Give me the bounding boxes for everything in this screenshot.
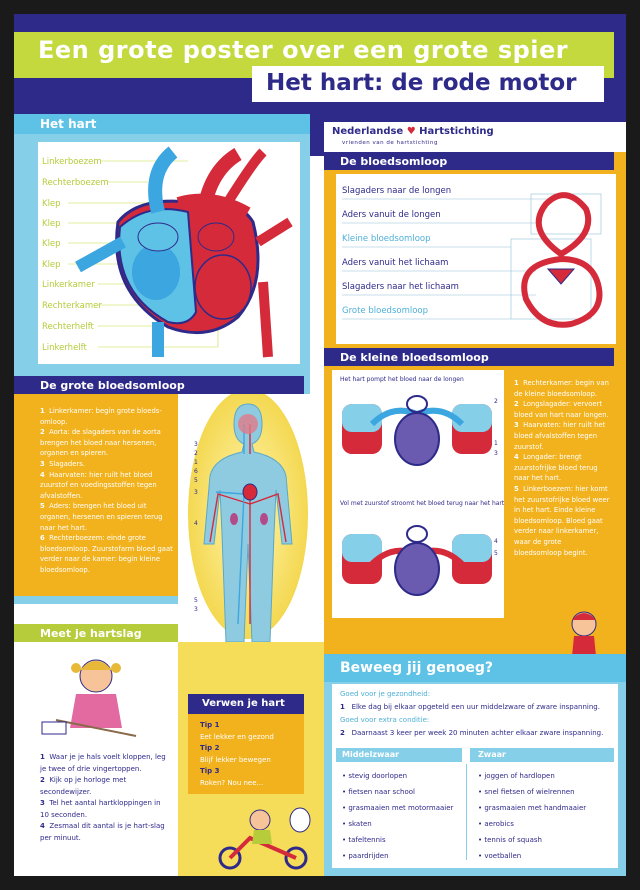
- list-item: 3 Haarvaten: hier ruilt het bloed afvalstoffen tegen zuurstof.: [514, 421, 606, 451]
- brand-name: Nederlandse ♥ Hartstichting: [332, 126, 494, 137]
- heart-logo-icon: ♥: [406, 126, 416, 137]
- list-item: 4 Longader: brengt zuurstofrijke bloed terug naar het hart.: [514, 453, 598, 483]
- heart-label: Rechterhelft: [42, 322, 94, 332]
- exercise-heading: Beweeg jij genoeg?: [340, 660, 493, 676]
- list-item: 1 Waar je je hals voelt kloppen, leg je twee of drie vingertoppen.: [40, 753, 166, 773]
- heavy-list: [478, 768, 586, 864]
- list-item: • grasmaaien met handmaaier: [478, 804, 587, 812]
- list-item: 2 Kijk op je horloge met secondewijzer.: [40, 776, 127, 796]
- list-item: 6 Rechterboezem: einde grote bloedsomloop. Zuurstofarm bloed gaat verder naar de kamer: begin kleine bloedsomloop.: [40, 534, 173, 574]
- list-item: 4 Zesmaal dit aantal is je hart-slag per minuut.: [40, 822, 165, 842]
- fig-number: 1: [494, 440, 498, 447]
- small-circ-heading: De kleine bloedsomloop: [340, 351, 489, 364]
- small-circ-caption: Het hart pompt het bloed naar de longen: [340, 376, 464, 383]
- list-item: 5 Linkerboezem: hier komt het zuurstofrijke bloed weer in het hart. Einde kleine bloedsomloop. Bloed gaat verder naar linkerkamer, waar de grote bloedsomloop begint.: [514, 484, 610, 557]
- tip-label: Tip 2: [200, 744, 220, 752]
- list-item: • stevig doorlopen: [342, 772, 408, 780]
- heart-label: Linkerboezem: [42, 157, 102, 167]
- poster: [14, 14, 626, 876]
- fig-number: 4: [494, 538, 498, 545]
- pulse-list: [40, 752, 170, 844]
- heart-label: Rechterkamer: [42, 301, 102, 311]
- circulation-diagram: [336, 174, 616, 344]
- circulation-heading: De bloedsomloop: [340, 155, 448, 168]
- list-item: 1 Linkerkamer: begin grote bloeds-omloop.: [40, 407, 162, 426]
- body-number: 6: [194, 468, 198, 475]
- list-item: • aerobics: [478, 820, 514, 828]
- body-number: 3: [194, 441, 198, 448]
- heart-label: Klep: [42, 260, 61, 270]
- fig-number: 3: [494, 450, 498, 457]
- girl-illustration: [36, 650, 156, 746]
- main-title: Een grote poster over een grote spier: [38, 36, 569, 64]
- list-item: • tafeltennis: [342, 836, 386, 844]
- tip-text: Eet lekker en gezond: [200, 732, 274, 741]
- exercise-line: 2 Daarnaast 3 keer per week 20 minuten achter elkaar zware inspanning.: [340, 729, 604, 737]
- heart-label: Klep: [42, 219, 61, 229]
- circulation-label: Grote bloedsomloop: [342, 306, 429, 316]
- list-item: • snel fietsen of wielrennen: [478, 788, 575, 796]
- exercise-sub: Goed voor je gezondheid:: [340, 690, 431, 698]
- heart-label: Rechterboezem: [42, 178, 109, 188]
- fig-number: 2: [494, 398, 498, 405]
- big-circ-list: [40, 406, 174, 576]
- circulation-label: Slagaders naar het lichaam: [342, 282, 459, 292]
- circulation-label: Aders vanuit de longen: [342, 210, 441, 220]
- heart-label: Klep: [42, 199, 61, 209]
- body-number: 5: [194, 597, 198, 604]
- list-item: 3 Tel het aantal hartkloppingen in 10 seconden.: [40, 799, 161, 819]
- list-item: 3 Slagaders.: [40, 459, 85, 468]
- body-number: 2: [194, 450, 198, 457]
- medium-list: [342, 768, 453, 864]
- body-number: 5: [194, 477, 198, 484]
- body-number: 3: [194, 606, 198, 613]
- care-tips: [200, 720, 274, 789]
- body-illustration: [178, 394, 310, 642]
- medium-heading: Middelzwaar: [342, 750, 400, 759]
- scooter-illustration: [210, 798, 320, 870]
- brand-tagline: vrienden van de hartstichting: [342, 140, 439, 146]
- pulse-heading: Meet je hartslag: [40, 627, 142, 640]
- tip-text: Blijf lekker bewegen: [200, 755, 271, 764]
- fig-number: 5: [494, 550, 498, 557]
- care-heading: Verwen je hart: [202, 698, 285, 709]
- heart-label: Linkerkamer: [42, 280, 95, 290]
- list-item: • paardrijden: [342, 852, 389, 860]
- circulation-label: Slagaders naar de longen: [342, 186, 452, 196]
- list-item: • joggen of hardlopen: [478, 772, 555, 780]
- heavy-heading: Zwaar: [478, 750, 506, 759]
- list-item: • skaten: [342, 820, 372, 828]
- list-item: • grasmaaien met motormaaier: [342, 804, 454, 812]
- list-item: 1 Rechterkamer: begin van de kleine bloedsomloop.: [514, 379, 609, 398]
- body-number: 4: [194, 520, 198, 527]
- subtitle: Het hart: de rode motor: [266, 70, 577, 96]
- heart-label: Linkerhelft: [42, 343, 87, 353]
- small-circ-list: [514, 378, 610, 558]
- lung-diagrams: [332, 384, 504, 614]
- exercise-line: 1 Elke dag bij elkaar opgeteld een uur middelzware of zware inspanning.: [340, 703, 600, 711]
- small-circ-caption: Vol met zuurstof stroomt het bloed terug naar het hart: [340, 500, 505, 507]
- list-item: 5 Aders: brengen het bloed uit organen, hersenen en spieren terug naar het hart.: [40, 502, 163, 532]
- list-item: • fietsen naar school: [342, 788, 415, 796]
- list-item: • voetballen: [478, 852, 522, 860]
- heart-heading: Het hart: [40, 117, 97, 131]
- list-item: 4 Haarvaten: hier ruilt het bloed zuurstof en voedingsstoffen tegen afvalstoffen.: [40, 470, 157, 500]
- heart-label: Klep: [42, 239, 61, 249]
- heart-illustration: [38, 142, 300, 364]
- list-item: 2 Aorta: de slagaders van de aorta brengen het bloed naar hersenen, organen en spieren.: [40, 428, 161, 458]
- body-number: 1: [194, 459, 198, 466]
- exercise-sub: Goed voor extra conditie:: [340, 716, 430, 724]
- list-item: • tennis of squash: [478, 836, 542, 844]
- circulation-label: Kleine bloedsomloop: [342, 234, 431, 244]
- list-item: 2 Longslagader: vervoert bloed van hart naar longen.: [514, 400, 609, 419]
- big-circ-heading: De grote bloedsomloop: [40, 379, 185, 392]
- tip-label: Tip 1: [200, 721, 220, 729]
- tip-text: Roken? Nou nee...: [200, 778, 264, 787]
- body-number: 3: [194, 489, 198, 496]
- tip-label: Tip 3: [200, 767, 220, 775]
- circulation-label: Aders vanuit het lichaam: [342, 258, 449, 268]
